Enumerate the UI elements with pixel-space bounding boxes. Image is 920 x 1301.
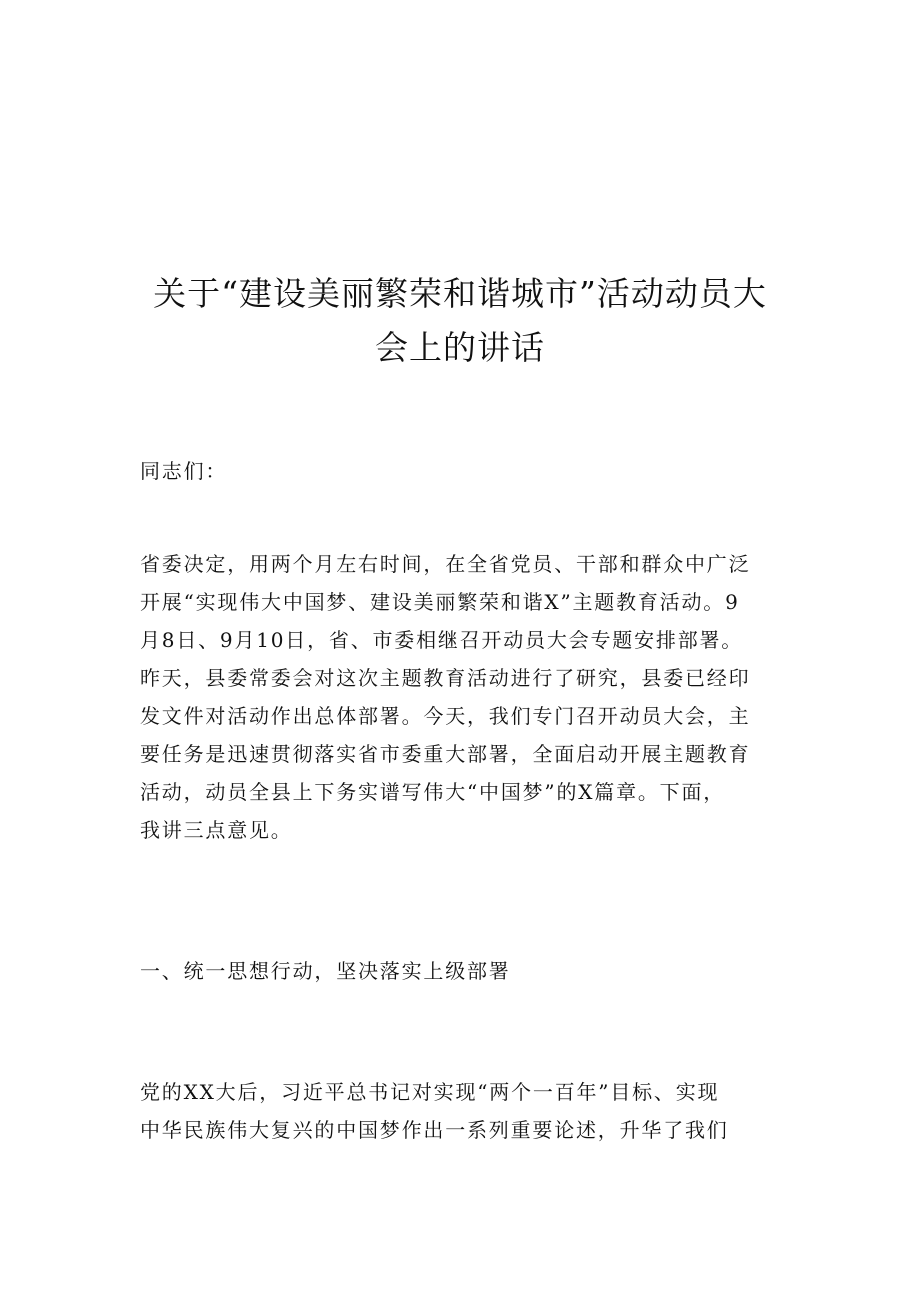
paragraph-1-line: 月8日、9月10日，省、市委相继召开动员大会专题安排部署。 xyxy=(140,628,744,652)
paragraph-1-line: 开展“实现伟大中国梦、建设美丽繁荣和谐X”主题教育活动。9 xyxy=(140,590,740,614)
section-heading-1: 一、统一思想行动，坚决落实上级部署 xyxy=(140,959,511,983)
paragraph-2-line: 中华民族伟大复兴的中国梦作出一系列重要论述，升华了我们 xyxy=(140,1118,729,1142)
paragraph-1-line: 省委决定，用两个月左右时间，在全省党员、干部和群众中广泛 xyxy=(140,552,751,576)
document-title-line-1: 关于“建设美丽繁荣和谐城市”活动动员大 xyxy=(153,274,767,313)
paragraph-2 xyxy=(140,1073,729,1149)
paragraph-1-line: 要任务是迅速贯彻落实省市委重大部署，全面启动开展主题教育 xyxy=(140,742,751,766)
paragraph-1 xyxy=(140,545,750,849)
paragraph-1-line: 发文件对活动作出总体部署。今天，我们专门召开动员大会，主 xyxy=(140,704,751,728)
greeting: 同志们： xyxy=(140,459,228,483)
paragraph-1-line: 昨天，县委常委会对这次主题教育活动进行了研究，县委已经印 xyxy=(140,666,751,690)
paragraph-1-line: 我讲三点意见。 xyxy=(140,818,293,842)
paragraph-2-line: 党的XX大后，习近平总书记对实现“两个一百年”目标、实现 xyxy=(140,1080,720,1104)
document-title-line-2: 会上的讲话 xyxy=(375,328,545,367)
paragraph-1-line: 活动，动员全县上下务实谱写伟大“中国梦”的X篇章。下面， xyxy=(140,780,726,804)
